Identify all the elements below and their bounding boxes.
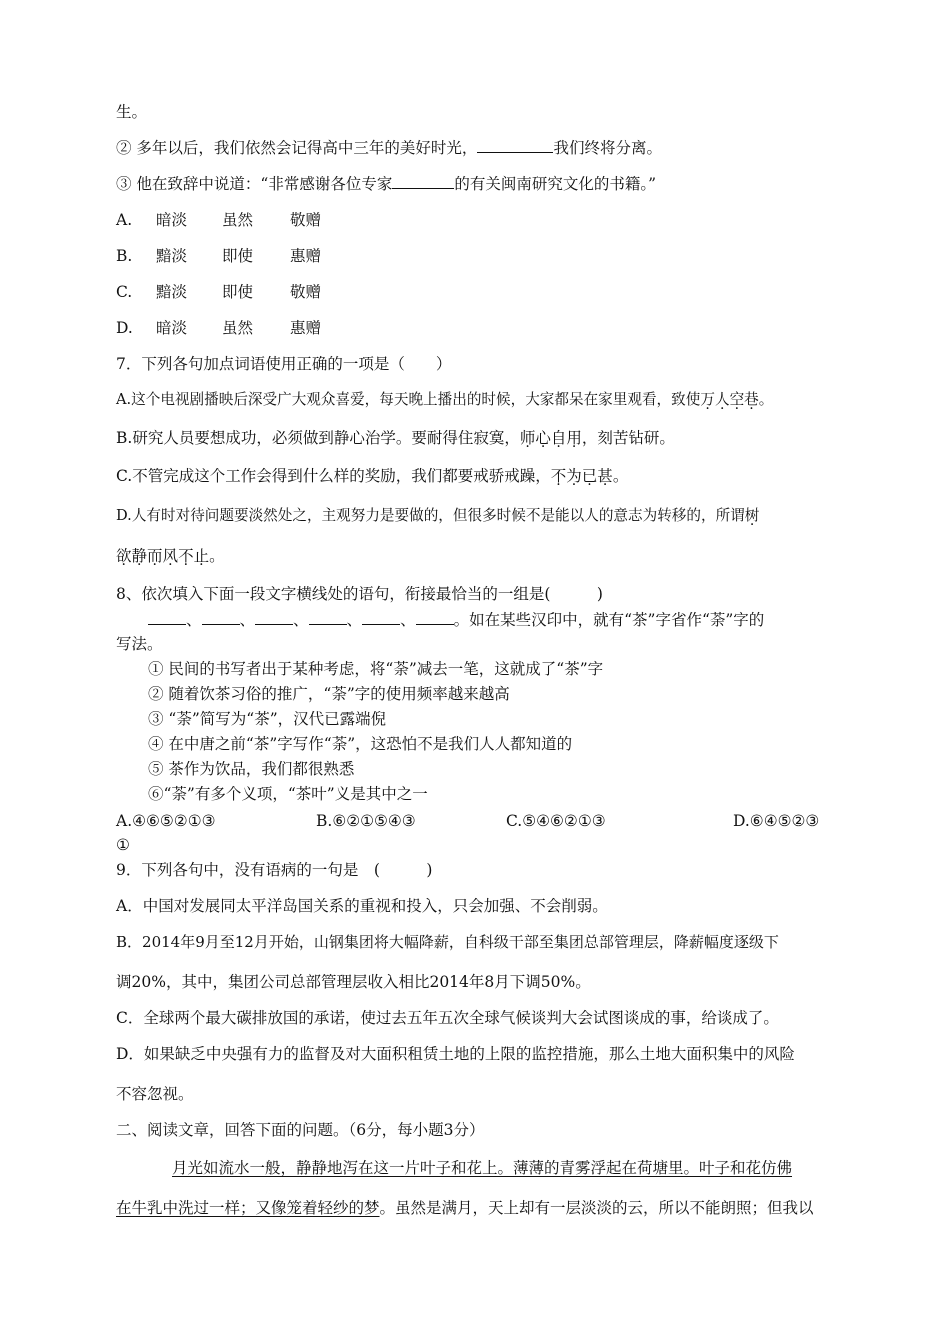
q9-option-a: A．中国对发展同太平洋岛国关系的重视和投入，只会加强、不会削弱。 [116,897,608,915]
option-text: 。 [612,467,629,485]
dotted-char: 而 [147,547,163,565]
underlined-sentence: 在牛乳中洗过一样；又像笼着轻纱的梦 [116,1199,380,1217]
option-word: 黯淡 [156,283,188,301]
sentence-3-part2: 的有关闽南研究文化的书籍。” [454,175,657,193]
option-word: 惠赠 [290,319,322,337]
q7-option-b [116,427,675,449]
q6-option-a [116,209,321,231]
dotted-char: 甚 [597,467,613,485]
dotted-char: 不 [178,547,194,565]
q9-option-b-line1: B．2014年9月至12月开始，山钢集团将大幅降薪，自科级干部至集团总部管理层，降薪幅度逐级下 [116,933,779,951]
fill-blank [477,138,553,153]
sentence-3-part1: ③ 他在致辞中说道：“非常感谢各位专家 [116,175,393,193]
q8-passage-line2: 写法。 [116,635,163,653]
q9-option-c: C．全球两个最大碳排放国的承诺，使过去五年五次全球气候谈判大会试图谈成的事，给谈成了。 [116,1009,779,1027]
dotted-char: 用 [566,429,582,447]
dotted-char: 巷 [744,391,759,408]
q8-blanks-line [148,609,764,631]
underlined-sentence: 月光如流水一般，静静地泻在这一片叶子和花上。薄薄的青雾浮起在荷塘里。叶子和花仿佛 [172,1159,793,1177]
sentence-2-part1: ② 多年以后，我们依然会记得高中三年的美好时光， [116,139,478,157]
q8-option-b: B.⑥②①⑤④③ [316,812,416,830]
dotted-char: 师 [519,429,536,447]
q8-option-c: C.⑤④⑥②①③ [506,812,606,830]
q9-option-b-line2: 调20%，其中，集团公司总部管理层收入相比2014年8月下调50%。 [116,973,591,991]
q7-option-a [116,389,773,411]
q9-option-d-line1: D．如果缺乏中央强有力的监督及对大面积租赁土地的上限的监控措施，那么土地大面积集中的风险 [116,1045,795,1063]
option-text: 。 [209,547,225,565]
option-text: A.这个电视剧播映后深受广大观众喜爱，每天晚上播出的时候，大家都呆在家里观看，致使 [116,391,701,408]
dotted-char: 人 [714,391,730,408]
separator: 、 [346,611,363,629]
option-word: 暗淡 [156,319,188,337]
q8-option-a: A.④⑥⑤②①③ [116,812,216,830]
option-word: 黯淡 [156,247,188,265]
option-word: 惠赠 [290,247,322,265]
option-word: 虽然 [222,319,254,337]
option-letter: D. [116,319,133,337]
separator: 、 [239,611,256,629]
sentence-2-part2: 我们终将分离。 [553,139,662,157]
separator: 、 [293,611,309,629]
q8-option-d: D.⑥④⑤②③ [733,812,820,830]
q7-option-d-line2 [116,545,225,567]
dotted-char: 万 [700,391,715,408]
dotted-char: 自 [550,429,567,447]
dotted-char: 静 [131,547,148,565]
option-text: ，刻苦钻研。 [581,429,675,447]
dotted-char: 风 [162,547,179,565]
q8-item-6: ⑥“荼”有多个义项，“茶叶”义是其中之一 [148,785,428,803]
option-letter: C. [116,283,133,301]
dotted-char: 为 [566,467,582,485]
q8-stem: 8、依次填入下面一段文字横线处的语句，衔接最恰当的一组是( ) [116,585,603,603]
q6-option-c [116,281,321,303]
q8-item-3: ③ “荼”简写为“茶”，汉代已露端倪 [148,710,387,728]
section-2-heading: 二、阅读文章，回答下面的问题。（6分，每小题3分） [116,1121,485,1139]
separator: 。 [453,611,470,629]
q6-option-d [116,317,321,339]
q7-stem: 7．下列各句加点词语使用正确的一项是（ ） [116,355,452,373]
fill-blank [255,610,293,625]
option-word: 敬赠 [290,283,322,301]
option-text: C.不管完成这个工作会得到什么样的奖励，我们都要戒骄戒躁， [116,467,551,485]
option-word: 虽然 [222,211,254,229]
dotted-char: 心 [535,429,551,447]
fill-blank [202,610,240,625]
dotted-char: 已 [581,467,598,485]
fill-blank [148,610,186,625]
q8-item-4: ④ 在中唐之前“茶”字写作“荼”，这恐怕不是我们人人都知道的 [148,735,573,753]
option-word: 暗淡 [156,211,188,229]
q8-option-d-wrap: ① [116,836,130,854]
fill-blank [416,610,454,625]
separator: 、 [400,611,416,629]
option-letter: A. [116,211,133,229]
fill-blank [392,174,454,189]
dotted-char: 树 [744,507,760,524]
fill-blank [362,610,400,625]
option-text: D.人有时对待问题要淡然处之，主观努力是要做的，但很多时候不是能以人的意志为转移的，所谓 [116,507,745,524]
option-word: 即使 [222,283,254,301]
q6-option-b [116,245,321,267]
q8-item-1: ① 民间的书写者出于某种考虑，将“荼”减去一笔，这就成了“茶”字 [148,660,604,678]
sentence-2 [116,137,662,159]
option-text: 。 [758,391,774,408]
dotted-char: 不 [550,467,567,485]
continued-text: 生。 [116,103,148,121]
q9-stem: 9．下列各句中，没有语病的一句是 ( ) [116,861,433,879]
q7-option-d-line1 [116,505,759,527]
passage-line2 [116,1197,814,1219]
q9-option-d-line2: 不容忽视。 [116,1085,194,1103]
option-text: B.研究人员要想成功，必须做到静心治学。要耐得住寂寞， [116,429,520,447]
dotted-char: 欲 [116,547,132,565]
q8-item-5: ⑤ 茶作为饮品，我们都很熟悉 [148,760,355,778]
option-letter: B. [116,247,133,265]
fill-blank [309,610,347,625]
option-word: 敬赠 [290,211,322,229]
q7-option-c [116,465,628,487]
passage-text: 。虽然是满月，天上却有一层淡淡的云，所以不能朗照；但我以 [379,1199,814,1217]
q8-item-2: ② 随着饮茶习俗的推广，“荼”字的使用频率越来越高 [148,685,510,703]
q8-passage-text: 如在某些汉印中，就有“茶”字省作“荼”字的 [469,611,765,629]
sentence-3 [116,173,656,195]
separator: 、 [186,611,202,629]
passage-line1 [172,1157,792,1179]
dotted-char: 止 [193,547,210,565]
option-word: 即使 [222,247,254,265]
dotted-char: 空 [729,391,745,408]
